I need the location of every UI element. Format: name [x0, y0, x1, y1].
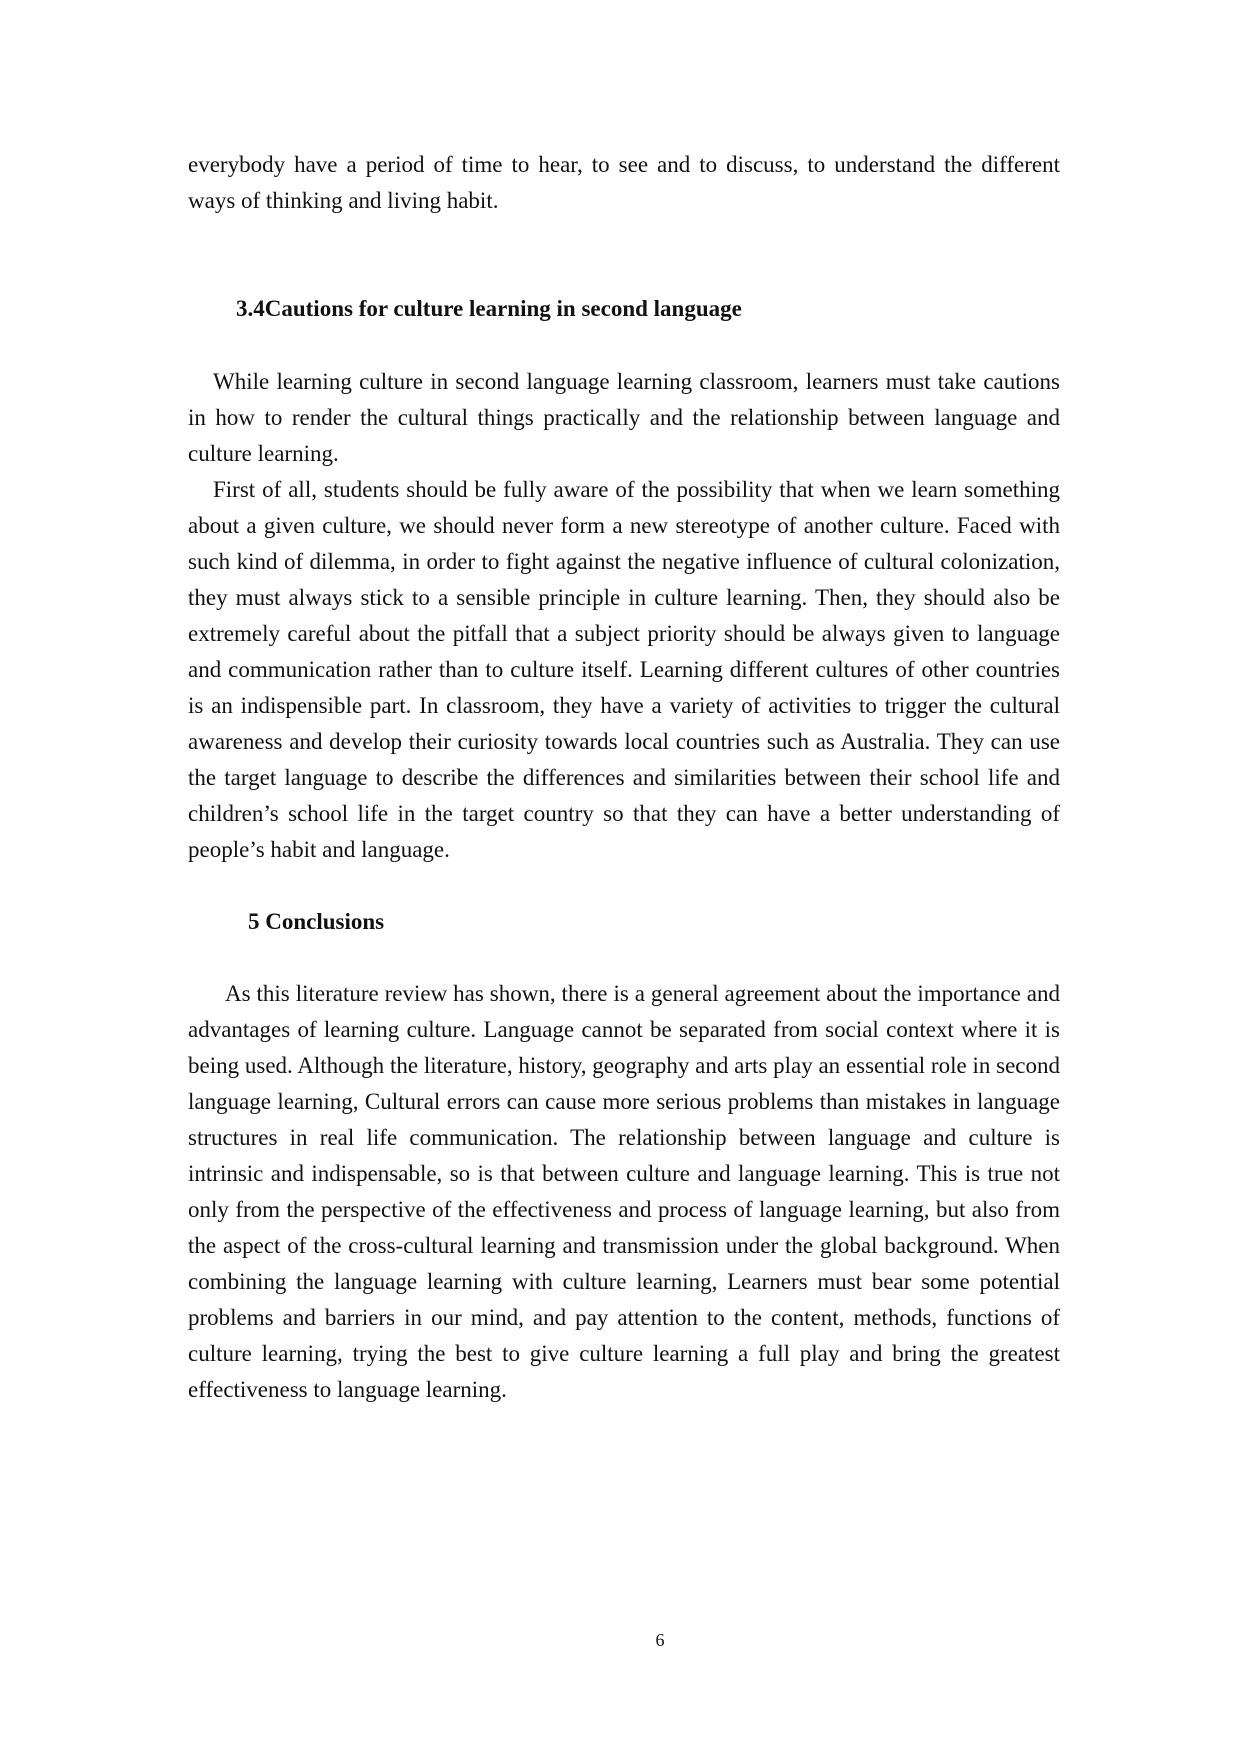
section-heading-cautions: 3.4Cautions for culture learning in second language — [236, 296, 742, 321]
cautions-paragraph-1: While learning culture in second language learning classroom, learners must take cautions in how to render the cultural things practically and the relationship between language and culture learning. — [188, 369, 1060, 466]
conclusions-paragraph: As this literature review has shown, there is a general agreement about the importance and advantages of learning culture. Language cannot be separated from social context where it is being used. Although the literature, history, geography and arts play an essential role in second language learning, Cultural errors can cause more serious problems than mistakes in language structures in real life communication. The relationship between language and culture is intrinsic and indispensable, so is that between culture and language learning. This is true not only from the perspective of the effectiveness and process of language learning, but also from the aspect of the cross-cultural learning and transmission under the global background. When combining the language learning with culture learning, Learners must bear some potential problems and barriers in our mind, and pay attention to the content, methods, functions of culture learning, trying the best to give culture learning a full play and bring the greatest effectiveness to language learning. — [188, 981, 1060, 1402]
intro-paragraph: everybody have a period of time to hear, to see and to discuss, to understand the different ways of thinking and living habit. — [188, 152, 1060, 213]
section-heading-conclusions: 5 Conclusions — [248, 909, 385, 934]
cautions-paragraph-2: First of all, students should be fully aware of the possibility that when we learn something about a given culture, we should never form a new stereotype of another culture. Faced with such kind of dilemma, in order to fight against the negative influence of cultural colonization, they must always stick to a sensible principle in culture learning. Then, they should also be extremely careful about the pitfall that a subject priority should be always given to language and communication rather than to culture itself. Learning different cultures of other countries is an indispensible part. In classroom, they have a variety of activities to trigger the cultural awareness and develop their curiosity towards local countries such as Australia. They can use the target language to describe the differences and similarities between their school life and children’s school life in the target country so that they can have a better understanding of people’s habit and language. — [188, 477, 1060, 862]
page-number: 6 — [655, 1630, 665, 1650]
